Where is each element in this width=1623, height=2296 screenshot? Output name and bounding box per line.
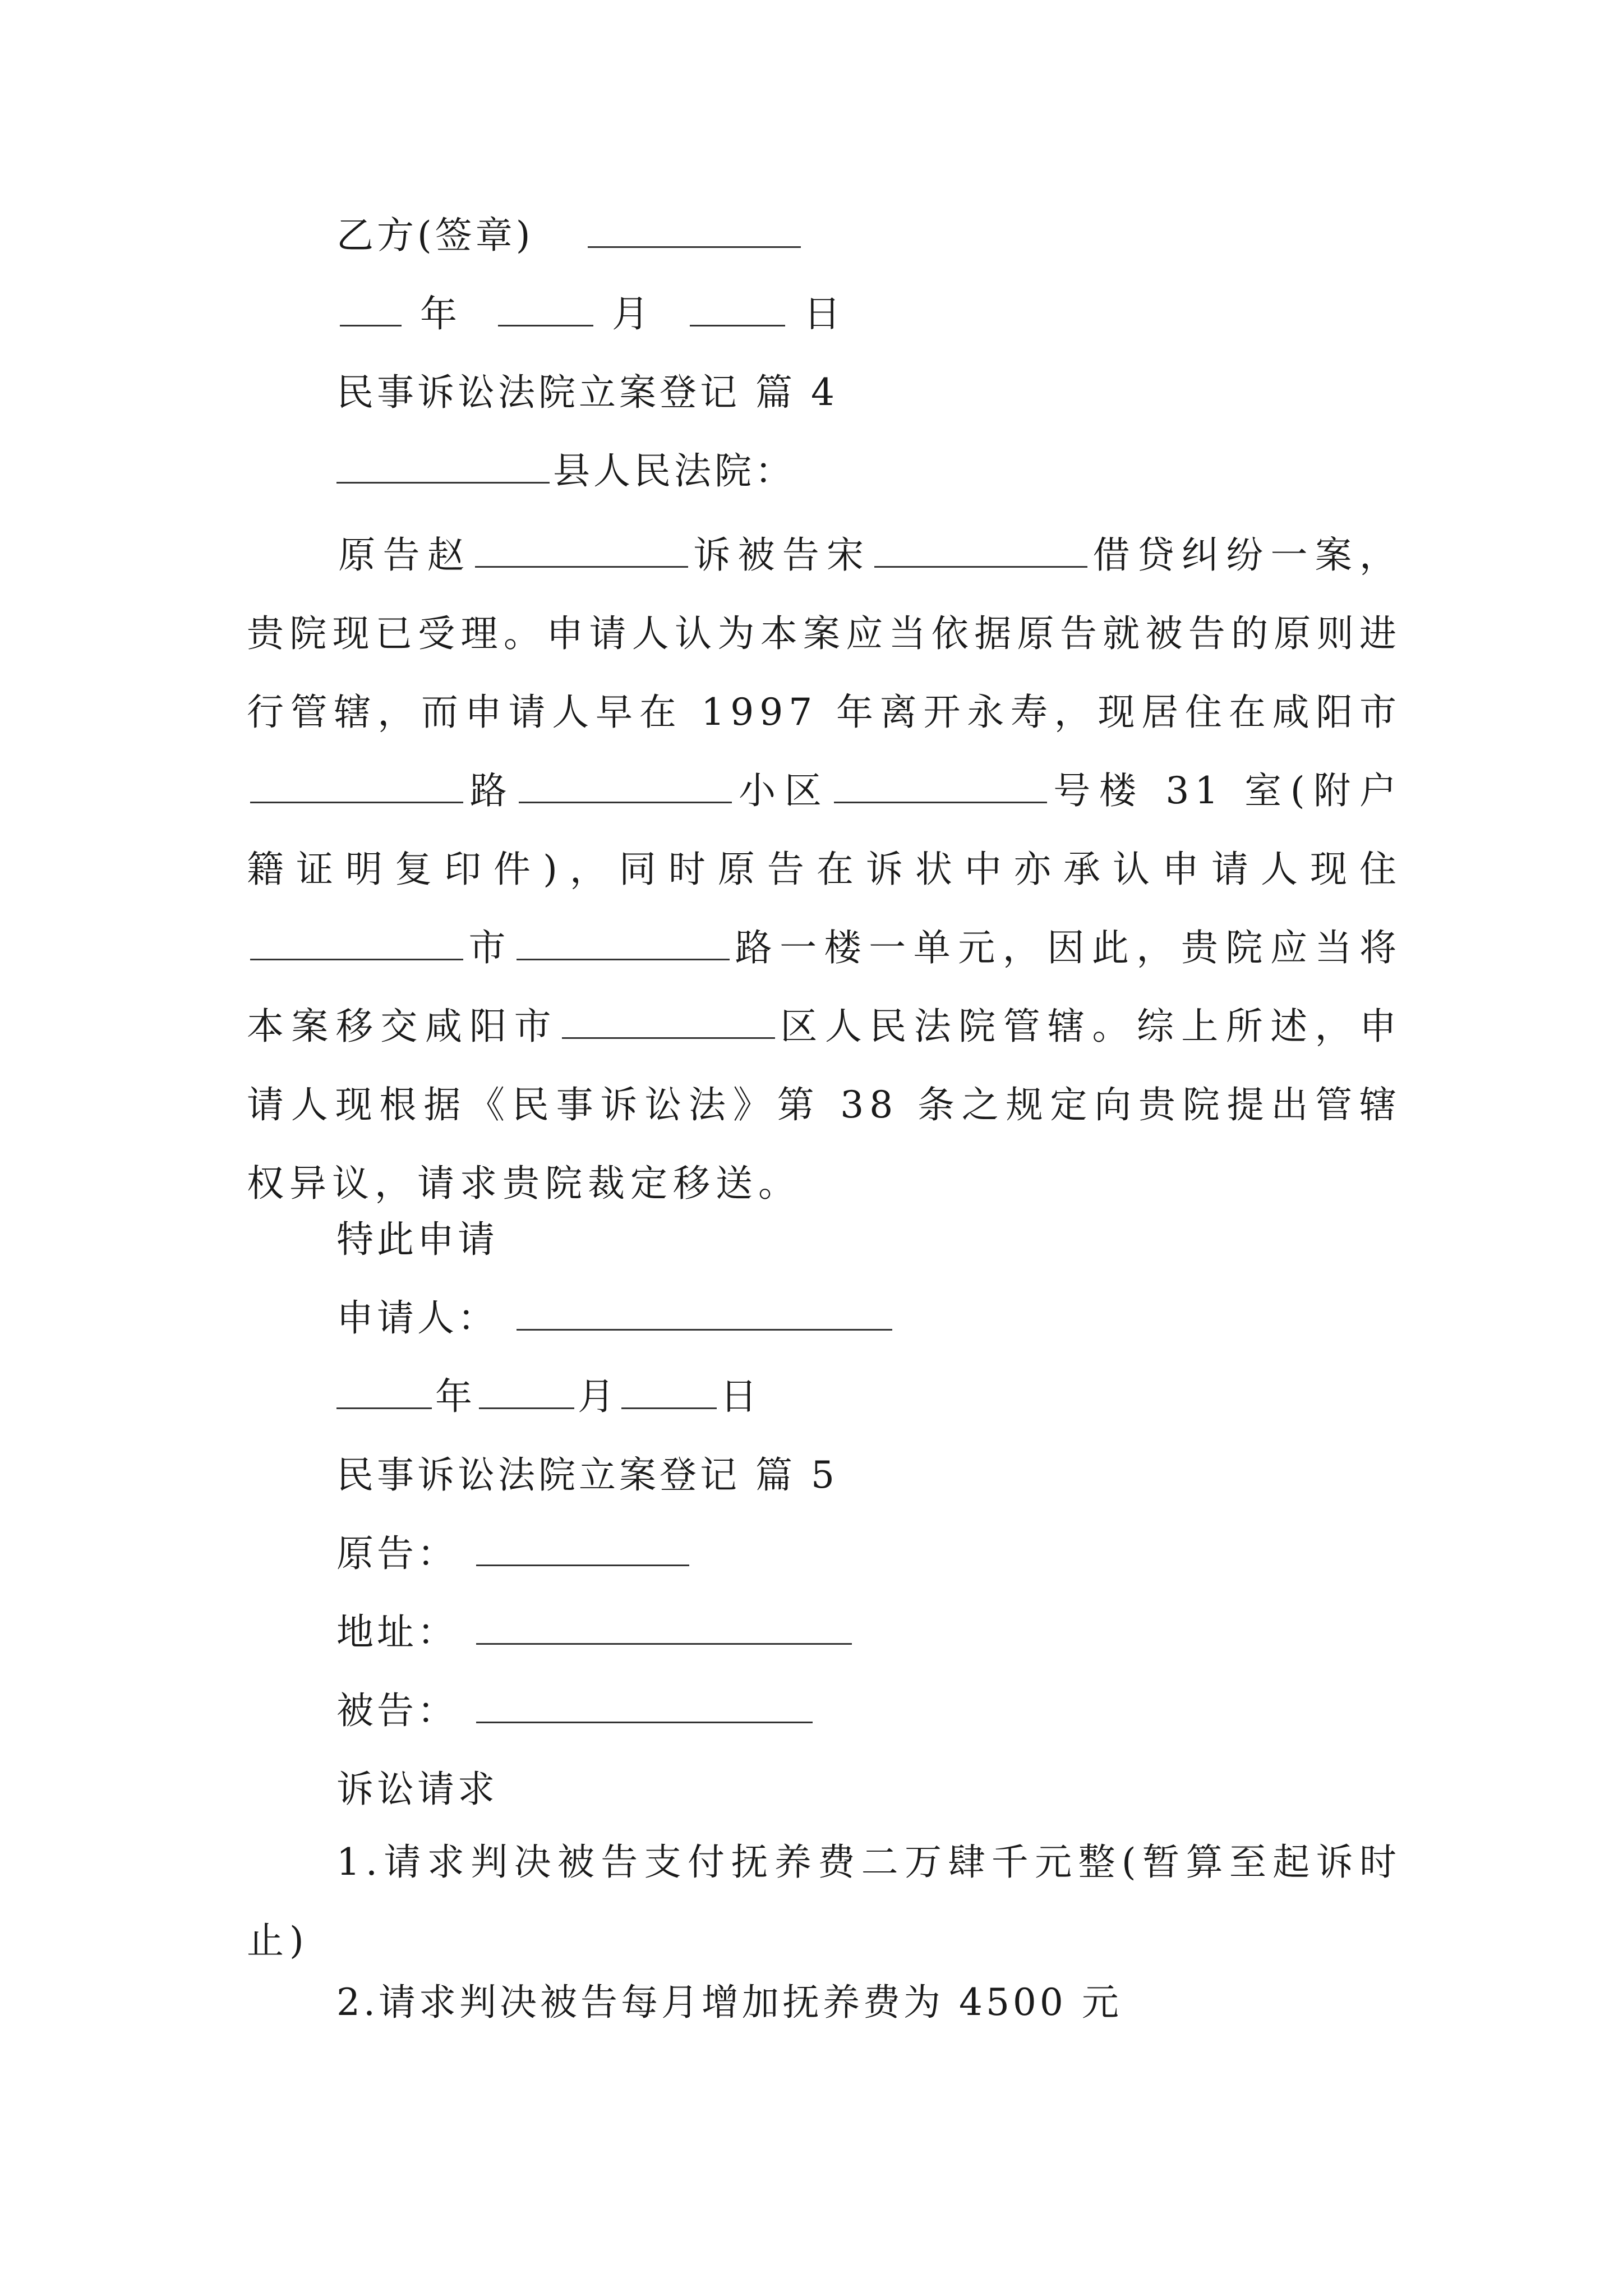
year2-blank [336,1375,432,1409]
plaintiff-blank [476,1532,689,1566]
para-part-7: 市 [467,926,514,969]
road-blank [250,769,463,803]
district-blank [562,1005,775,1039]
month2-label: 月 [578,1375,618,1418]
applicant-line [336,1296,896,1341]
para-part-4: 路 [467,769,516,812]
year2-label: 年 [435,1375,476,1418]
applicant-blank [517,1296,892,1331]
date-line-2 [336,1374,760,1419]
defendant-line [336,1688,816,1733]
plaintiff-label: 原告： [336,1532,458,1575]
special-request: 特此申请 [336,1218,498,1261]
party-b-signature-line [336,213,804,258]
address-line [336,1610,855,1655]
signature-blank [588,214,801,248]
heading-section-4: 民事诉讼法院立案登记 篇 4 [336,371,838,414]
county-blank [336,449,550,484]
month-blank [498,292,593,326]
para-part-3: 借贷纠纷一案，贵院现已受理。申请人认为本案应当依据原告就被告的原则进行管辖，而申请人早在 1997 年离开永寿，现居住在咸阳市 [247,533,1402,734]
year-label: 年 [419,292,460,335]
month2-blank [479,1375,574,1409]
day-label: 日 [803,292,844,335]
court-line [336,449,795,494]
para-part-6: 号楼 31 室(附户籍证明复印件)，同时原告在诉状中亦承认申请人现住 [247,769,1403,891]
defendant-name-blank [874,533,1087,568]
address-label: 地址： [336,1611,458,1654]
objection-paragraph [247,516,1402,1223]
defendant-blank [476,1689,813,1723]
city-blank [250,926,463,960]
party-b-label: 乙方(签章) [336,214,534,257]
claim-1 [247,1823,1402,1980]
claim-2: 2.请求判决被告每月增加抚养费为 4500 元 [336,1981,1122,2024]
claims-heading: 诉讼请求 [336,1768,498,1811]
para-part-9: 区人民法院管辖。综上所述，申请人现根据《民事诉讼法》第 38 条之规定向贵院提出管辖权异议，请求贵院裁定移送。 [247,1005,1402,1205]
day2-label: 日 [720,1375,760,1418]
address-blank [476,1611,852,1645]
para-part-1: 原告赵 [336,533,472,577]
day2-blank [621,1375,717,1409]
para-part-8: 路一楼一单元，因此，贵院应当将本案移交咸阳市 [247,926,1403,1048]
month-label: 月 [611,292,652,335]
road2-blank [517,926,730,960]
court-label: 县人民法院： [553,449,795,493]
para-part-2: 诉被告宋 [691,533,872,577]
applicant-label: 申请人： [336,1296,498,1340]
day-blank [690,292,785,326]
community-blank [519,769,732,803]
date-line-1 [336,292,844,337]
claim-1-text: 1.请求判决被告支付抚养费二万肆千元整(暂算至起诉时止) [247,1841,1402,1962]
para-part-5: 小区 [735,769,831,812]
year-blank [340,292,402,326]
plaintiff-name-blank [475,533,688,568]
building-blank [834,769,1047,803]
heading-section-5: 民事诉讼法院立案登记 篇 5 [336,1453,838,1497]
defendant-label: 被告： [336,1689,458,1732]
plaintiff-line [336,1531,693,1576]
